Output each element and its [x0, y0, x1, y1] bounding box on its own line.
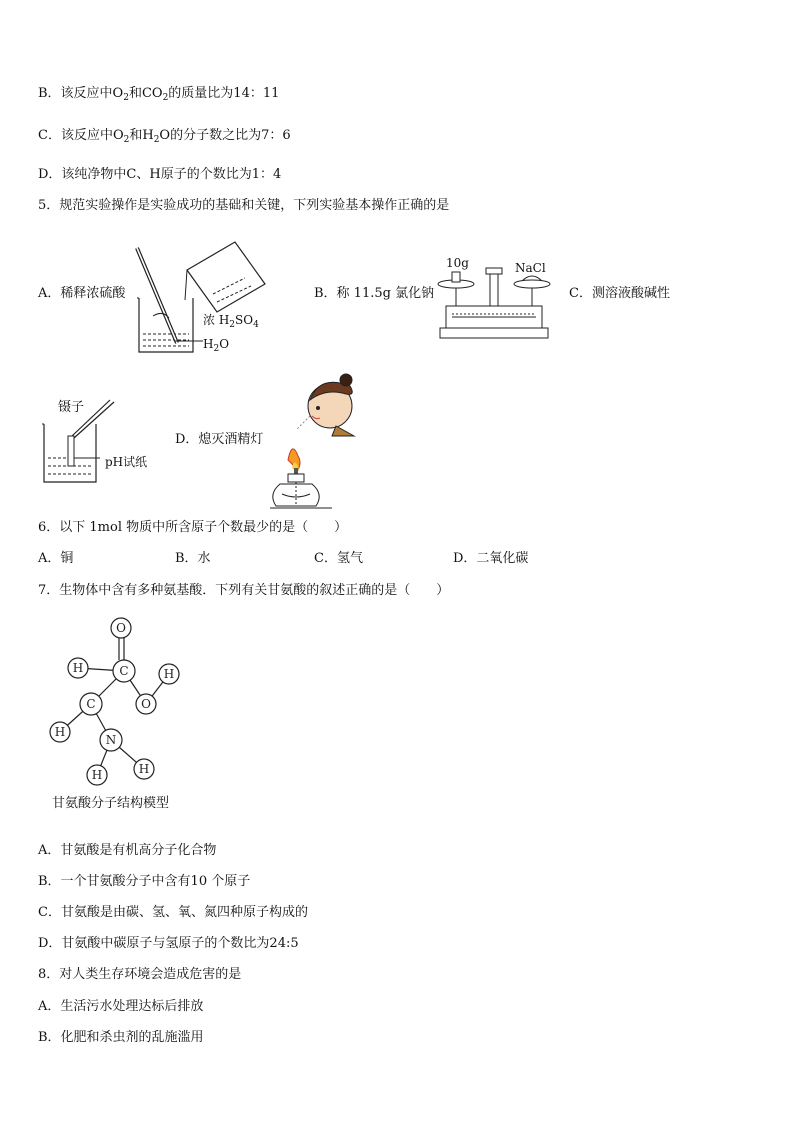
glycine-model-figure: [46, 612, 186, 792]
q5-option-a-label: A．稀释浓硫酸: [38, 286, 126, 301]
q7-option-a: A．甘氨酸是有机高分子化合物: [38, 843, 217, 858]
q5-option-c-label: C．测溶液酸碱性: [569, 286, 670, 301]
atom-h-3: H: [54, 725, 66, 739]
q6-option-a: A．铜: [38, 551, 74, 566]
q4-option-b: B．该反应中$O_2$和$CO_2$的质量比为14：11: [38, 86, 280, 103]
q7-option-d: D．甘氨酸中碳原子与氢原子的个数比为24:5: [38, 936, 299, 951]
q4-option-d: D．该纯净物中C、H原子的个数比为1：4: [38, 167, 282, 182]
q4-option-c: C．该反应中$O_2$和$H_2O$的分子数之比为7：6: [38, 128, 291, 145]
q6-option-c: C．氢气: [314, 551, 363, 566]
ph-paper-label: pH试纸: [105, 455, 148, 469]
atom-c-carboxyl: C: [119, 664, 129, 678]
atom-n: N: [105, 733, 117, 747]
q8-option-b: B．化肥和杀虫剂的乱施滥用: [38, 1030, 204, 1045]
atom-h-4: H: [91, 768, 103, 782]
q8-option-a: A．生活污水处理达标后排放: [38, 999, 204, 1014]
q5-option-d-label: D．熄灭酒精灯: [175, 432, 264, 447]
q6-option-b: B．水: [175, 551, 211, 566]
q7-stem: 7．生物体中含有多种氨基酸．下列有关甘氨酸的叙述正确的是（ ）: [38, 583, 450, 598]
q7-option-b: B．一个甘氨酸分子中含有10 个原子: [38, 874, 251, 889]
q5-option-b-label: B．称 11.5g 氯化钠: [314, 286, 435, 301]
atom-h-5: H: [138, 762, 150, 776]
atom-h-2: H: [163, 667, 175, 681]
q8-stem: 8．对人类生存环境会造成危害的是: [38, 967, 242, 982]
q5-stem: 5．规范实验操作是实验成功的基础和关键，下列实验基本操作正确的是: [38, 198, 450, 213]
acid-label: 浓 $H_2SO_4$: [203, 313, 259, 330]
q7-option-c: C．甘氨酸是由碳、氢、氧、氮四种原子构成的: [38, 905, 308, 920]
atom-o-top: O: [116, 621, 126, 635]
alcohol-lamp-figure: [266, 370, 362, 510]
q6-stem: 6．以下 1mol 物质中所含原子个数最少的是（ ）: [38, 520, 348, 535]
weight-label: 10g: [446, 256, 469, 270]
atom-o-hydroxyl: O: [141, 697, 151, 711]
tweezers-label: 镊子: [58, 400, 85, 415]
q6-option-d: D．二氧化碳: [453, 551, 529, 566]
dilute-acid-figure: [125, 238, 275, 358]
water-label: $H_2O$: [203, 337, 230, 354]
atom-h-1: H: [72, 661, 84, 675]
nacl-label: NaCl: [515, 261, 546, 275]
glycine-caption: 甘氨酸分子结构模型: [52, 796, 170, 811]
atom-c-alpha: C: [86, 697, 96, 711]
